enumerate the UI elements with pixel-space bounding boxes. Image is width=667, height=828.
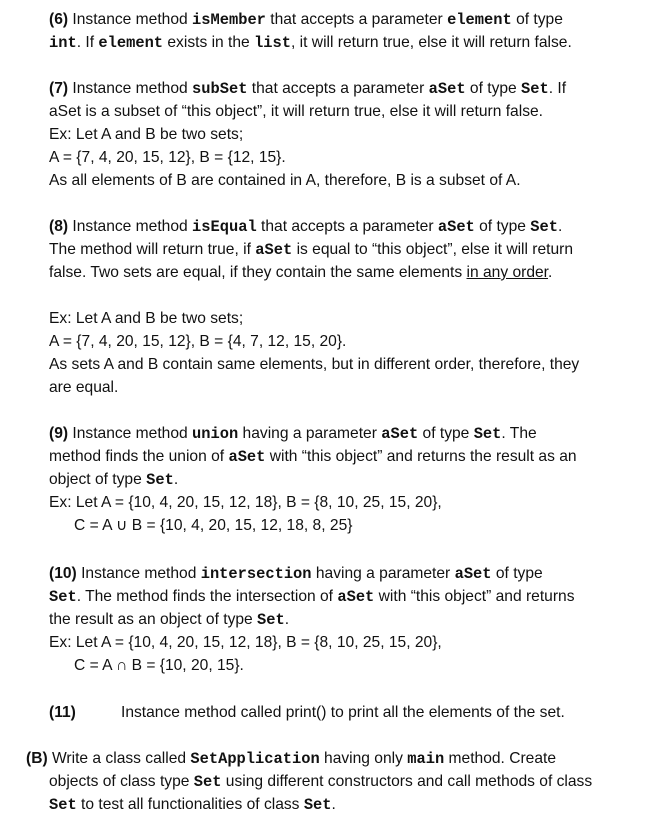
item-10-example-result: C = A ∩ B = {10, 20, 15}.	[74, 657, 244, 674]
code-aset: aSet	[255, 241, 293, 259]
text: .	[548, 264, 553, 281]
item-6-line-1	[49, 9, 563, 31]
item-8-example-intro: Ex: Let A and B be two sets;	[49, 310, 244, 327]
text: false. Two sets are equal, if they contain the same elements	[49, 264, 467, 281]
text: with “this object” and returns	[374, 588, 575, 605]
code-ismember: isMember	[192, 11, 266, 29]
text: . If	[76, 34, 99, 51]
item-10-line-3	[49, 609, 289, 631]
item-10-example-sets: Ex: Let A = {10, 4, 20, 15, 12, 18}, B = {8, 10, 25, 15, 20},	[49, 634, 442, 651]
item-8-number: (8)	[49, 218, 69, 235]
part-b-line-2	[49, 771, 592, 793]
item-8-example-conclusion-2: are equal.	[49, 379, 119, 396]
code-setapplication: SetApplication	[190, 750, 320, 768]
text: having only	[319, 750, 408, 767]
code-union: union	[192, 425, 239, 443]
code-set: Set	[521, 80, 549, 98]
item-11-number: (11)	[49, 704, 76, 721]
code-list: list	[254, 34, 292, 52]
code-set: Set	[146, 471, 174, 489]
part-b-number: (B)	[26, 750, 48, 767]
text: of type	[465, 80, 522, 97]
item-10-line-2	[49, 586, 575, 608]
code-aset: aSet	[428, 80, 466, 98]
text: objects of class type	[49, 773, 194, 790]
text: . The method finds the intersection of	[76, 588, 338, 605]
code-aset: aSet	[228, 448, 266, 466]
item-7-number: (7)	[49, 80, 69, 97]
item-7-example-conclusion: As all elements of B are contained in A, therefore, B is a subset of A.	[49, 172, 521, 189]
text: that accepts a parameter	[247, 80, 429, 97]
item-8-example-conclusion: As sets A and B contain same elements, but in different order, therefore, they	[49, 356, 580, 373]
code-set: Set	[257, 611, 285, 629]
text: Instance method	[68, 425, 193, 442]
text: that accepts a parameter	[256, 218, 438, 235]
item-10-line-1	[49, 563, 543, 585]
item-9-number: (9)	[49, 425, 69, 442]
text: using different constructors and call methods of class	[221, 773, 593, 790]
text: . The	[501, 425, 537, 442]
item-7-example-sets: A = {7, 4, 20, 15, 12}, B = {12, 15}.	[49, 149, 286, 166]
code-aset: aSet	[454, 565, 492, 583]
text: .	[331, 796, 336, 813]
code-aset: aSet	[381, 425, 419, 443]
text: method. Create	[444, 750, 557, 767]
text: of type	[418, 425, 474, 442]
text: of type	[491, 565, 543, 582]
item-10-number: (10)	[49, 565, 77, 582]
text: method finds the union of	[49, 448, 229, 465]
item-8-example-sets: A = {7, 4, 20, 15, 12}, B = {4, 7, 12, 15, 20}.	[49, 333, 347, 350]
text: Instance method	[76, 565, 201, 582]
code-set: Set	[49, 796, 77, 814]
item-7-example-intro: Ex: Let A and B be two sets;	[49, 126, 244, 143]
text: The method will return true, if	[49, 241, 256, 258]
code-set: Set	[49, 588, 77, 606]
code-set: Set	[473, 425, 502, 443]
text: .	[173, 471, 179, 488]
code-main: main	[407, 750, 445, 768]
item-9-line-3	[49, 469, 178, 491]
item-9-line-2	[49, 446, 577, 468]
text: . If	[548, 80, 567, 97]
text: Instance method	[68, 11, 193, 28]
item-11-text: Instance method called print() to print all the elements of the set.	[121, 704, 565, 721]
text: is equal to “this object”, else it will return	[292, 241, 574, 258]
text: Instance method	[68, 218, 193, 235]
text: with “this object” and returns the result as an	[265, 448, 577, 465]
item-9-example-result: C = A ∪ B = {10, 4, 20, 15, 12, 18, 8, 25}	[74, 517, 353, 534]
text: Write a class called	[52, 750, 191, 767]
part-b-line-3	[49, 794, 336, 816]
item-7-line-1	[49, 78, 566, 100]
code-set: Set	[530, 218, 558, 236]
code-aset: aSet	[337, 588, 375, 606]
code-subset: subSet	[192, 80, 248, 98]
text: of type	[474, 218, 531, 235]
text: to test all functionalities of class	[76, 796, 304, 813]
text: object of type	[49, 471, 147, 488]
text: having a parameter	[238, 425, 382, 442]
code-int: int	[49, 34, 77, 52]
item-9-line-1	[49, 423, 537, 445]
item-8-line-3	[49, 262, 552, 284]
item-6-line-2	[49, 32, 572, 54]
part-b-line-1	[26, 748, 556, 770]
text: Instance method	[68, 80, 193, 97]
text: of type	[511, 11, 563, 28]
text: exists in the	[163, 34, 255, 51]
text: having a parameter	[311, 565, 455, 582]
item-8-line-2	[49, 239, 573, 261]
item-8-line-1	[49, 216, 562, 238]
code-aset: aSet	[437, 218, 475, 236]
item-9-example-sets: Ex: Let A = {10, 4, 20, 15, 12, 18}, B = {8, 10, 25, 15, 20},	[49, 494, 442, 511]
text: the result as an object of type	[49, 611, 258, 628]
code-set: Set	[193, 773, 222, 791]
text: that accepts a parameter	[265, 11, 448, 28]
text: .	[558, 218, 563, 235]
code-set: Set	[303, 796, 332, 814]
code-intersection: intersection	[200, 565, 312, 583]
text: .	[284, 611, 290, 628]
code-element: element	[98, 34, 164, 52]
item-7-line-2: aSet is a subset of “this object”, it will return true, else it will return false.	[49, 103, 543, 120]
item-6-number: (6)	[49, 11, 69, 28]
text: , it will return true, else it will return false.	[291, 34, 572, 51]
underlined-phrase: in any order	[466, 264, 549, 281]
code-isequal: isEqual	[192, 218, 257, 236]
code-element: element	[447, 11, 512, 29]
